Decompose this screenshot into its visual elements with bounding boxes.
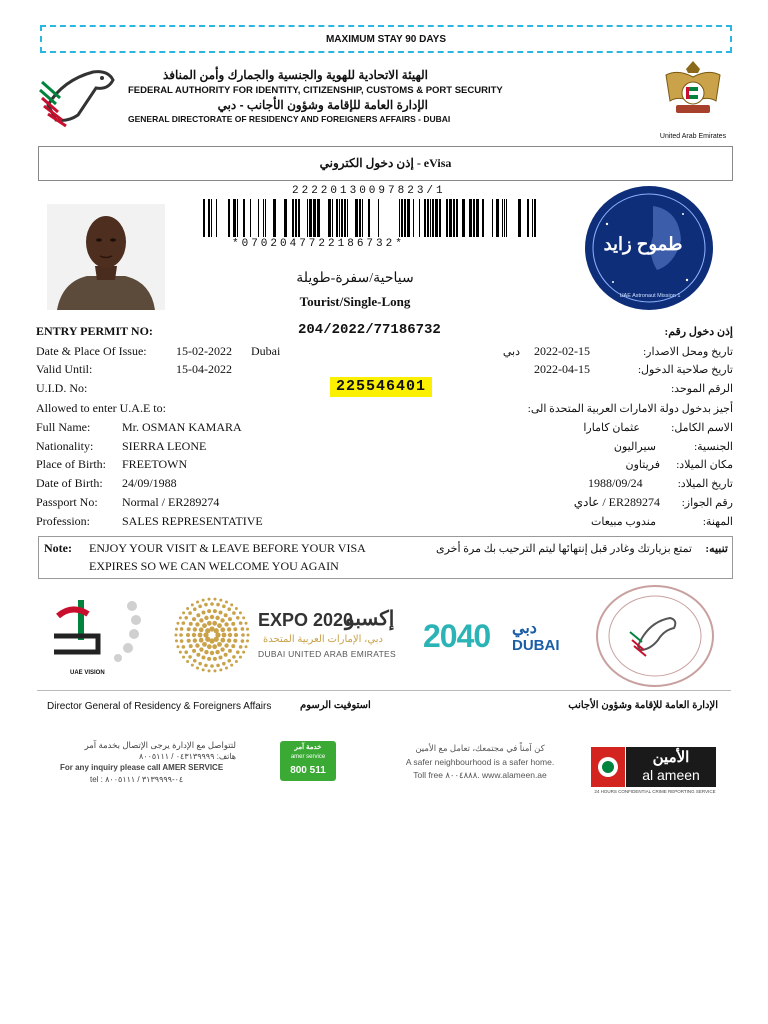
director-title-ar: الإدارة العامة للإقامة وشؤون الأجانب bbox=[568, 700, 718, 711]
expo-emblem-dot bbox=[187, 627, 191, 631]
barcode-bar bbox=[532, 199, 533, 237]
barcode-bar bbox=[430, 199, 431, 237]
expo-emblem-dot bbox=[179, 616, 182, 619]
expo-emblem-dot bbox=[208, 598, 211, 601]
barcode-bar bbox=[243, 199, 245, 237]
expo-emblem-dot bbox=[210, 651, 214, 655]
expo-emblem-dot bbox=[210, 664, 214, 668]
inquiry-text-ar: لتتواصل مع الإدارة يرجى الإتصال بخدمة آمر bbox=[84, 740, 236, 750]
barcode-bar bbox=[336, 199, 338, 237]
expo-emblem-dot bbox=[196, 601, 199, 604]
expo-emblem-dot bbox=[239, 621, 243, 625]
expo-sub-en: DUBAI UNITED ARAB EMIRATES bbox=[258, 649, 396, 659]
authority-name-en-2: GENERAL DIRECTORATE OF RESIDENCY AND FOREIGNERS AFFAIRS - DUBAI bbox=[128, 114, 451, 124]
expo-emblem-dot bbox=[220, 638, 225, 643]
expo-emblem-dot bbox=[227, 607, 231, 611]
expo-emblem-dot bbox=[179, 633, 183, 637]
nationality-value: SIERRA LEONE bbox=[122, 439, 207, 453]
barcode-bar bbox=[309, 199, 312, 237]
expo-emblem-dot bbox=[213, 598, 216, 601]
full-name-label: Full Name: bbox=[36, 420, 91, 434]
barcode-bar bbox=[456, 199, 458, 237]
barcode bbox=[203, 199, 546, 237]
valid-until-value-ar: 2022-04-15 bbox=[534, 362, 590, 376]
barcode-bar bbox=[462, 199, 465, 237]
barcode-bar bbox=[307, 199, 308, 237]
expo-emblem-dot bbox=[207, 609, 211, 613]
expo-logo-text: EXPO 2020 bbox=[258, 610, 354, 630]
expo-emblem-dot bbox=[220, 647, 224, 651]
birth-place-label-ar: مكان الميلاد: bbox=[676, 459, 733, 471]
barcode-bar bbox=[449, 199, 452, 237]
barcode-bar bbox=[292, 199, 294, 237]
expo-emblem-dot bbox=[214, 628, 219, 633]
inquiry-tel: tel : ٠٤-٣١٣٩٩٩٩ / ٨٠٠٥١١١ bbox=[90, 775, 184, 784]
expo-emblem-dot bbox=[241, 639, 245, 643]
allowed-label: Allowed to enter U.A.E to: bbox=[36, 401, 166, 415]
expo-emblem-dot bbox=[233, 639, 237, 643]
expo-emblem-dot bbox=[242, 651, 245, 654]
expo-emblem-dot bbox=[202, 642, 207, 647]
expo-emblem-dot bbox=[219, 599, 222, 602]
expo-emblem-dot bbox=[186, 660, 189, 663]
barcode-bar bbox=[203, 199, 205, 237]
expo-emblem-dot bbox=[234, 633, 238, 637]
expo-emblem-dot bbox=[241, 627, 245, 631]
barcode-bar bbox=[432, 199, 434, 237]
profession-value-ar: مندوب مبيعات bbox=[591, 516, 656, 528]
authority-name-ar-1: الهيئة الاتحادية للهوية والجنسية والجمارك وأمن المنافذ bbox=[162, 68, 428, 82]
expo-emblem-dot bbox=[216, 603, 220, 607]
birth-place-label: Place of Birth: bbox=[36, 457, 106, 471]
visa-type-en: Tourist/Single-Long bbox=[299, 294, 411, 309]
uid-label: U.I.D. No: bbox=[36, 381, 88, 395]
dubai-residency-seal bbox=[594, 584, 716, 688]
expo-emblem-dot bbox=[195, 643, 199, 647]
expo-emblem-dot bbox=[224, 653, 228, 657]
expo-emblem-dot bbox=[192, 617, 196, 621]
expo-emblem-dot bbox=[245, 622, 248, 625]
expo-emblem-dot bbox=[212, 644, 217, 649]
dubai-logo-en: DUBAI bbox=[512, 637, 560, 654]
birth-place-value-ar: فريتاون bbox=[625, 459, 660, 471]
fees-paid-signature: استوفيت الرسوم bbox=[300, 700, 371, 711]
amer-number: 800 511 bbox=[290, 765, 326, 776]
expo-emblem-dot bbox=[222, 662, 226, 666]
expo-emblem-dot bbox=[195, 622, 199, 626]
profession-label-ar: المهنة: bbox=[702, 516, 733, 528]
full-name-value-ar: عثمان كامارا bbox=[583, 422, 640, 434]
expo-emblem-dot bbox=[224, 622, 228, 626]
expo-emblem-dot bbox=[182, 656, 185, 659]
alameen-tollfree: Toll free ٨٠٠٤٨٨٨. www.alameen.ae bbox=[413, 770, 547, 780]
expo-emblem-dot bbox=[239, 645, 243, 649]
expo-emblem-dot bbox=[186, 633, 190, 637]
expo-emblem-dot bbox=[228, 617, 232, 621]
passport-label: Passport No: bbox=[36, 495, 98, 509]
dubai-2040-logo: 2040 bbox=[423, 618, 491, 654]
barcode-bar bbox=[534, 199, 536, 237]
birth-place-value: FREETOWN bbox=[122, 457, 188, 471]
expo-emblem-dot bbox=[232, 611, 236, 615]
expo-emblem-dot bbox=[222, 633, 227, 638]
expo-emblem-dot bbox=[199, 638, 204, 643]
expo-emblem-dot bbox=[233, 627, 237, 631]
barcode-bar bbox=[427, 199, 429, 237]
profession-value: SALES REPRESENTATIVE bbox=[122, 514, 263, 528]
barcode-bar bbox=[435, 199, 438, 237]
barcode-bar bbox=[313, 199, 316, 237]
barcode-bar bbox=[407, 199, 410, 237]
valid-until-label: Valid Until: bbox=[36, 362, 93, 376]
expo-emblem-dot bbox=[196, 653, 200, 657]
expo-emblem-dot bbox=[193, 638, 197, 642]
expo-emblem-dot bbox=[208, 669, 211, 672]
footer-divider bbox=[37, 690, 731, 691]
authority-name-en-1: FEDERAL AUTHORITY FOR IDENTITY, CITIZENSHIP, CUSTOMS & PORT SECURITY bbox=[128, 85, 503, 96]
alameen-name-en: al ameen bbox=[642, 767, 700, 783]
expo-emblem-dot bbox=[247, 634, 250, 637]
expo-emblem-dot bbox=[207, 644, 212, 649]
barcode-bar bbox=[250, 199, 251, 237]
barcode-top-number: 22220130097823/1 bbox=[292, 185, 446, 197]
barcode-bar bbox=[502, 199, 503, 237]
note-text-ar: تمتع بزيارتك وغادر قبل إنتهائها ليتم الترحيب بك مرة أخرى bbox=[435, 543, 692, 555]
nationality-label: Nationality: bbox=[36, 439, 94, 453]
barcode-bar bbox=[419, 199, 420, 237]
barcode-bar bbox=[339, 199, 340, 237]
expo-2020-emblem bbox=[173, 597, 251, 673]
entry-permit-value: 204/2022/77186732 bbox=[298, 322, 441, 338]
expo-emblem-dot bbox=[176, 645, 179, 648]
barcode-bar bbox=[265, 199, 266, 237]
barcode-bar bbox=[527, 199, 529, 237]
barcode-bar bbox=[237, 199, 238, 237]
expo-emblem-dot bbox=[219, 655, 223, 659]
barcode-bar bbox=[208, 199, 210, 237]
barcode-bar bbox=[378, 199, 379, 237]
entry-permit-label: ENTRY PERMIT NO: bbox=[36, 324, 153, 338]
barcode-bar bbox=[496, 199, 499, 237]
barcode-bar bbox=[258, 199, 259, 237]
profession-label: Profession: bbox=[36, 514, 90, 528]
expo-emblem-dot bbox=[204, 603, 208, 607]
barcode-bar bbox=[399, 199, 400, 237]
expo-logo-text-ar: إكسبو bbox=[345, 608, 395, 630]
expo-emblem-dot bbox=[196, 666, 199, 669]
barcode-bottom-number: *0702047722186732* bbox=[232, 238, 405, 250]
expo-emblem-dot bbox=[215, 650, 219, 654]
barcode-bar bbox=[233, 199, 236, 237]
barcode-bar bbox=[341, 199, 343, 237]
expo-emblem-dot bbox=[225, 666, 228, 669]
expo-emblem-dot bbox=[192, 649, 196, 653]
alameen-caption: 24 HOURS CONFIDENTIAL CRIME REPORTING SERVICE bbox=[594, 789, 716, 794]
expo-emblem-dot bbox=[228, 633, 232, 637]
expo-emblem-dot bbox=[235, 660, 238, 663]
issue-date-ar: 2022-02-15 bbox=[534, 344, 590, 358]
expo-emblem-dot bbox=[182, 621, 186, 625]
emblem-caption: United Arab Emirates bbox=[659, 133, 727, 140]
expo-emblem-dot bbox=[215, 616, 219, 620]
expo-emblem-dot bbox=[207, 657, 211, 661]
barcode-bar bbox=[476, 199, 479, 237]
barcode-bar bbox=[518, 199, 521, 237]
expo-emblem-dot bbox=[230, 603, 233, 606]
expo-emblem-dot bbox=[219, 611, 223, 615]
passport-label-ar: رقم الجواز: bbox=[681, 497, 733, 509]
note-label: Note: bbox=[44, 541, 72, 555]
expo-emblem-dot bbox=[180, 627, 184, 631]
expo-emblem-dot bbox=[224, 613, 228, 617]
barcode-bar bbox=[404, 199, 406, 237]
expo-emblem-dot bbox=[202, 599, 205, 602]
expo-emblem-dot bbox=[191, 603, 194, 606]
expo-emblem-dot bbox=[220, 627, 225, 632]
barcode-bar bbox=[328, 199, 331, 237]
holder-photo bbox=[47, 204, 165, 310]
expo-emblem-dot bbox=[204, 650, 208, 654]
barcode-bar bbox=[273, 199, 276, 237]
expo-emblem-dot bbox=[198, 605, 202, 609]
nationality-label-ar: الجنسية: bbox=[694, 441, 733, 453]
barcode-bar bbox=[401, 199, 403, 237]
expo-emblem-dot bbox=[202, 668, 205, 671]
expo-emblem-dot bbox=[198, 662, 202, 666]
birth-date-label-ar: تاريخ الميلاد: bbox=[677, 478, 733, 490]
expo-emblem-dot bbox=[213, 609, 217, 613]
barcode-bar bbox=[362, 199, 363, 237]
barcode-bar bbox=[413, 199, 414, 237]
note-text-1: ENJOY YOUR VISIT & LEAVE BEFORE YOUR VISA bbox=[89, 541, 366, 555]
visa-type-ar: سياحية/سفرة-طويلة bbox=[296, 271, 414, 286]
entry-permit-label-ar: إذن دخول رقم: bbox=[664, 326, 733, 338]
barcode-bar bbox=[355, 199, 358, 237]
expo-emblem-dot bbox=[227, 627, 231, 631]
birth-date-value-ar: 1988/09/24 bbox=[588, 476, 643, 490]
director-title-en: Director General of Residency & Foreigners Affairs bbox=[47, 701, 272, 712]
barcode-bar bbox=[332, 199, 333, 237]
expo-emblem-dot bbox=[204, 664, 208, 668]
expo-emblem-dot bbox=[191, 664, 194, 667]
barcode-bar bbox=[216, 199, 217, 237]
expo-emblem-dot bbox=[193, 659, 197, 663]
barcode-bar bbox=[424, 199, 426, 237]
expo-emblem-dot bbox=[199, 618, 203, 622]
barcode-bar bbox=[347, 199, 348, 237]
expo-emblem-dot bbox=[246, 628, 249, 631]
barcode-bar bbox=[211, 199, 212, 237]
badge-caption: UAE Astronaut Mission 1 bbox=[619, 293, 681, 299]
expo-emblem-dot bbox=[236, 616, 240, 620]
full-name-value: Mr. OSMAN KAMARA bbox=[122, 420, 242, 434]
expo-emblem-dot bbox=[186, 607, 189, 610]
full-name-label-ar: الاسم الكامل: bbox=[671, 422, 733, 434]
barcode-bar bbox=[298, 199, 300, 237]
expo-emblem-dot bbox=[219, 668, 222, 671]
expo-emblem-dot bbox=[175, 628, 178, 631]
barcode-bar bbox=[228, 199, 230, 237]
expo-emblem-dot bbox=[227, 638, 231, 642]
uae-vision-logo bbox=[48, 596, 148, 680]
barcode-bar bbox=[439, 199, 441, 237]
expo-emblem-dot bbox=[245, 645, 248, 648]
expo-emblem-dot bbox=[179, 651, 182, 654]
expo-emblem-dot bbox=[175, 634, 178, 637]
expo-emblem-dot bbox=[235, 607, 238, 610]
expo-emblem-dot bbox=[236, 650, 240, 654]
expo-emblem-dot bbox=[224, 643, 228, 647]
expo-emblem-dot bbox=[232, 655, 236, 659]
expo-emblem-dot bbox=[184, 650, 188, 654]
note-label-ar: تنبيه: bbox=[705, 543, 728, 555]
expo-emblem-dot bbox=[184, 616, 188, 620]
dubai-logo-ar: دبي bbox=[512, 620, 537, 637]
evisa-title: إذن دخول الكتروني - eVisa bbox=[38, 146, 733, 181]
expo-emblem-dot bbox=[230, 664, 233, 667]
expo-emblem-dot bbox=[198, 633, 203, 638]
expo-emblem-dot bbox=[241, 633, 245, 637]
falcon-logo-icon bbox=[38, 60, 120, 130]
badge-title: طموح زايد bbox=[603, 234, 683, 254]
expo-emblem-dot bbox=[192, 633, 196, 637]
expo-emblem-dot bbox=[222, 605, 226, 609]
expo-emblem-dot bbox=[246, 639, 249, 642]
issue-date: 15-02-2022 bbox=[176, 344, 232, 358]
barcode-bar bbox=[359, 199, 361, 237]
barcode-bar bbox=[482, 199, 484, 237]
expo-emblem-dot bbox=[188, 611, 192, 615]
expo-emblem-dot bbox=[193, 607, 197, 611]
amer-label-ar: خدمة آمر bbox=[294, 744, 322, 751]
expo-emblem-dot bbox=[231, 644, 235, 648]
expo-emblem-dot bbox=[210, 602, 214, 606]
barcode-bar bbox=[492, 199, 493, 237]
authority-name-ar-2: الإدارة العامة للإقامة وشؤون الأجانب - دبي bbox=[217, 98, 428, 112]
amer-label-en: amer service bbox=[290, 754, 326, 760]
nationality-value-ar: سيراليون bbox=[613, 441, 656, 453]
expo-emblem-dot bbox=[216, 664, 220, 668]
passport-value: Normal / ER289274 bbox=[122, 495, 220, 509]
expo-emblem-dot bbox=[242, 616, 245, 619]
issue-place: Dubai bbox=[251, 344, 281, 358]
expo-emblem-dot bbox=[210, 615, 214, 619]
expo-emblem-dot bbox=[217, 623, 222, 628]
barcode-bar bbox=[317, 199, 320, 237]
expo-emblem-dot bbox=[176, 622, 179, 625]
alameen-slogan-ar: كن آمناً في مجتمعك، تعامل مع الأمين bbox=[415, 743, 545, 753]
uid-value: 225546401 bbox=[330, 377, 432, 397]
note-text-2: EXPIRES SO WE CAN WELCOME YOU AGAIN bbox=[89, 559, 339, 573]
barcode-bar bbox=[344, 199, 346, 237]
passport-value-ar: ER289274 / عادي bbox=[573, 495, 660, 509]
expo-emblem-dot bbox=[202, 623, 207, 628]
expo-emblem-dot bbox=[239, 656, 242, 659]
expo-emblem-dot bbox=[201, 611, 205, 615]
allowed-label-ar: أجيز بدخول دولة الامارات العربية المتحدة الى: bbox=[527, 403, 733, 415]
max-stay-banner: MAXIMUM STAY 90 DAYS bbox=[40, 25, 732, 53]
barcode-bar bbox=[506, 199, 507, 237]
birth-date-value: 24/09/1988 bbox=[122, 476, 177, 490]
expo-emblem-dot bbox=[225, 601, 228, 604]
expo-emblem-dot bbox=[213, 669, 216, 672]
expo-emblem-dot bbox=[188, 655, 192, 659]
expo-emblem-dot bbox=[227, 659, 231, 663]
birth-date-label: Date of Birth: bbox=[36, 476, 103, 490]
expo-emblem-dot bbox=[175, 639, 178, 642]
alameen-slogan-en: A safer neighbourhood is a safer home. bbox=[405, 757, 555, 767]
issue-label: Date & Place Of Issue: bbox=[36, 344, 147, 358]
expo-emblem-dot bbox=[220, 618, 224, 622]
expo-emblem-dot bbox=[239, 611, 242, 614]
barcode-bar bbox=[469, 199, 472, 237]
expo-emblem-dot bbox=[201, 655, 205, 659]
issue-place-ar: دبي bbox=[502, 346, 520, 358]
valid-until-value: 15-04-2022 bbox=[176, 362, 232, 376]
barcode-bar bbox=[473, 199, 475, 237]
barcode-bar bbox=[263, 199, 264, 237]
expo-emblem-dot bbox=[212, 621, 217, 626]
alameen-name-ar: الأمين bbox=[652, 749, 690, 766]
issue-label-ar: تاريخ ومحل الاصدار: bbox=[643, 346, 733, 358]
expo-emblem-dot bbox=[204, 616, 208, 620]
expo-emblem-dot bbox=[180, 639, 184, 643]
inquiry-text-en: For any inquiry please call AMER SERVICE bbox=[60, 763, 224, 772]
barcode-bar bbox=[284, 199, 287, 237]
expo-emblem-dot bbox=[182, 645, 186, 649]
expo-emblem-dot bbox=[228, 649, 232, 653]
expo-emblem-dot bbox=[199, 647, 203, 651]
barcode-bar bbox=[504, 199, 505, 237]
expo-emblem-dot bbox=[217, 642, 222, 647]
barcode-bar bbox=[453, 199, 455, 237]
expo-emblem-dot bbox=[213, 657, 217, 661]
barcode-bar bbox=[295, 199, 297, 237]
uae-vision-caption: UAE VISION bbox=[70, 670, 105, 676]
barcode-bar bbox=[446, 199, 448, 237]
expo-emblem-dot bbox=[199, 627, 204, 632]
expo-emblem-dot bbox=[182, 611, 185, 614]
uid-label-ar: الرقم الموحد: bbox=[671, 383, 733, 395]
uae-emblem-icon bbox=[658, 55, 728, 130]
expo-emblem-dot bbox=[193, 627, 197, 631]
alameen-globe-icon bbox=[595, 753, 621, 781]
expo-sub-ar: دبي، الإمارات العربية المتحدة bbox=[263, 634, 383, 645]
valid-until-label-ar: تاريخ صلاحية الدخول: bbox=[637, 364, 733, 376]
expo-emblem-dot bbox=[231, 622, 235, 626]
expo-emblem-dot bbox=[207, 621, 212, 626]
barcode-bar bbox=[368, 199, 370, 237]
expo-emblem-dot bbox=[189, 622, 193, 626]
inquiry-phone-ar: هاتف: ٠٤٣١٣٩٩٩٩ / ٨٠٠٥١١١ bbox=[138, 752, 236, 761]
expo-emblem-dot bbox=[196, 613, 200, 617]
expo-emblem-dot bbox=[189, 644, 193, 648]
expo-emblem-dot bbox=[187, 639, 191, 643]
